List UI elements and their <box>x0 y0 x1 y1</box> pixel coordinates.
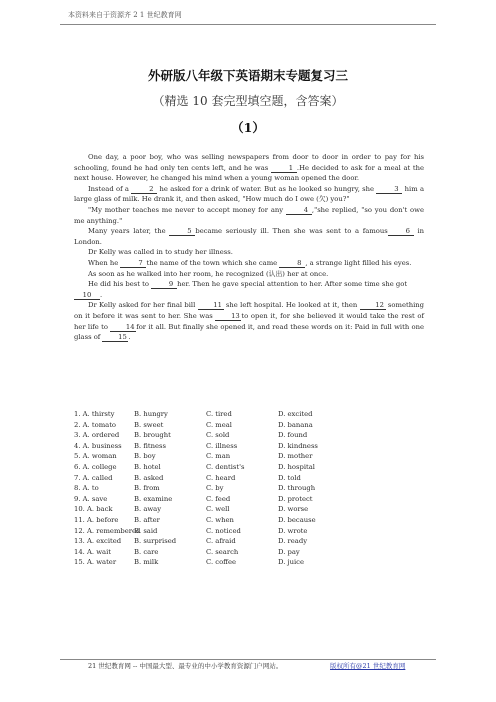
option-row <box>74 420 434 431</box>
paragraph <box>74 226 424 247</box>
option-c: C. noticed <box>206 526 241 535</box>
option-c: C. sold <box>206 431 230 440</box>
option-d: D. banana <box>278 420 313 429</box>
option-a: 3. A. ordered <box>74 431 120 440</box>
option-c: C. coffee <box>206 558 237 567</box>
page-footer: 21 世纪教育网 -- 中国最大型、最专业的中小学教育资源门户网站。 <box>88 662 283 670</box>
option-c: C. tired <box>206 410 232 418</box>
option-a: 11. A. before <box>74 515 119 524</box>
blank-10: 10 <box>74 291 100 300</box>
page-subtitle: （精选 10 套完型填空题，含答案） <box>152 94 344 108</box>
option-a: 9. A. save <box>74 494 108 503</box>
text: she left hospital. He looked at it, then <box>223 301 360 310</box>
option-b: B. hotel <box>134 462 161 471</box>
option-row <box>74 441 434 452</box>
paragraph: Dr Kelly was called in to study her illness. <box>88 248 233 257</box>
option-a: 13. A. excited <box>74 537 122 546</box>
option-b: B. examine <box>134 494 173 503</box>
option-b: B. said <box>134 526 158 535</box>
blank-14: 14 <box>110 323 136 332</box>
text: him a large glass of milk. He drank it, and then asked, "How much do I owe (欠) you?" <box>74 184 424 204</box>
option-a: 14. A. wait <box>74 547 111 556</box>
paragraph <box>74 152 424 184</box>
option-b: B. care <box>134 547 159 556</box>
option-d: D. through <box>278 484 316 493</box>
option-row <box>74 536 434 547</box>
option-c: C. search <box>206 547 239 556</box>
paragraph <box>74 290 424 301</box>
option-c: C. meal <box>206 420 232 429</box>
answer-options <box>74 409 434 568</box>
option-a: 15. A. water <box>74 558 117 567</box>
text: Many years later, the <box>88 227 170 236</box>
option-d: D. mother <box>278 452 313 461</box>
option-c: C. well <box>206 505 230 514</box>
option-a: 10. A. back <box>74 505 113 514</box>
option-row <box>74 462 434 473</box>
option-b: B. hungry <box>134 410 168 418</box>
option-a: 4. A. business <box>74 441 122 450</box>
section-number: （1） <box>231 120 265 135</box>
page-header: 本资料来自于资源齐 2 1 世纪教育网 <box>68 11 182 19</box>
option-b: B. away <box>134 505 162 514</box>
option-row <box>74 515 434 526</box>
option-c: C. feed <box>206 494 231 503</box>
footer-divider <box>60 659 436 660</box>
blank-12: 12 <box>360 301 386 310</box>
option-d: D. protect <box>278 494 313 503</box>
option-d: D. hospital <box>278 462 315 471</box>
option-row <box>74 473 434 484</box>
option-b: B. from <box>134 484 160 493</box>
paragraph <box>74 184 424 205</box>
cloze-passage <box>74 152 424 343</box>
blank-15: 15 <box>102 333 128 342</box>
text: , a strange light filled his eyes. <box>305 258 412 267</box>
option-c: C. when <box>206 515 234 524</box>
option-c: C. man <box>206 452 231 461</box>
option-row <box>74 409 434 420</box>
option-b: B. boy <box>134 452 156 461</box>
option-c: C. by <box>206 484 224 493</box>
header-divider <box>60 24 436 25</box>
blank-7: 7 <box>120 259 146 268</box>
option-d: D. excited <box>278 410 313 418</box>
option-b: B. sweet <box>134 420 164 429</box>
blank-3: 3 <box>376 185 402 194</box>
option-d: D. pay <box>278 547 300 556</box>
paragraph <box>74 258 424 269</box>
paragraph <box>74 279 424 290</box>
text: . <box>128 333 131 342</box>
blank-11: 11 <box>198 301 224 310</box>
option-d: D. worse <box>278 505 309 514</box>
text: her. Then he gave special attention to her. After some time she got <box>177 280 408 289</box>
option-b: B. brought <box>134 431 171 440</box>
option-row <box>74 526 434 537</box>
option-a: 7. A. called <box>74 473 113 482</box>
option-a: 1. A. thirsty <box>74 410 115 418</box>
option-c: C. heard <box>206 473 236 482</box>
text: for it all. But finally she opened it, and read these words on it: Paid in full with one glass of <box>74 322 424 342</box>
text: something on it before it was sent to her. She was <box>74 301 424 320</box>
text: to open it, for she believed it would take the rest of her life to <box>74 311 424 331</box>
option-b: B. surprised <box>134 537 177 546</box>
blank-9: 9 <box>151 280 177 289</box>
option-d: D. because <box>278 515 316 524</box>
copyright-link[interactable]: 版权所有@21 世纪教育网 <box>330 662 406 670</box>
option-b: B. fitness <box>134 441 166 450</box>
text: .He decided to ask for a meal at the next house. However, he changed his mind when a young woman opened the door. <box>74 163 424 183</box>
option-d: D. wrote <box>278 526 308 535</box>
text: One day, a poor boy, who was selling newspapers from door to door in order to pay for his schooling, found he had only ten cents left, and he was <box>74 153 424 172</box>
blank-6: 6 <box>388 227 414 236</box>
text: Instead of a <box>88 184 132 193</box>
paragraph <box>74 205 424 226</box>
blank-1: 1 <box>271 164 297 173</box>
blank-4: 4 <box>286 206 312 215</box>
option-row <box>74 483 434 494</box>
option-b: B. after <box>134 515 160 524</box>
option-b: B. asked <box>134 473 164 482</box>
text: he asked for a drink of water. But as he looked so hungry, she <box>157 184 377 193</box>
page-title: 外研版八年级下英语期末专题复习三 <box>147 68 348 83</box>
option-d: D. juice <box>278 558 305 567</box>
blank-13: 13 <box>215 312 241 321</box>
text: ,"she replied, "so you don't owe me anything." <box>74 205 424 225</box>
text: When he <box>88 258 121 267</box>
text: became seriously ill. Then she was sent to a famous <box>195 227 388 236</box>
option-row <box>74 557 434 568</box>
option-row <box>74 451 434 462</box>
option-d: D. told <box>278 473 301 482</box>
blank-8: 8 <box>279 259 305 268</box>
paragraph <box>74 300 424 342</box>
option-d: D. found <box>278 431 308 440</box>
option-c: C. afraid <box>206 537 236 546</box>
option-b: B. milk <box>134 558 159 567</box>
option-a: 6. A. college <box>74 462 117 471</box>
text: He did his best to <box>88 280 152 289</box>
option-a: 5. A. woman <box>74 452 117 461</box>
text: "My mother teaches me never to accept money for any <box>88 205 286 214</box>
text: Dr Kelly asked for her final bill <box>88 301 198 310</box>
text: in London. <box>74 227 424 246</box>
option-row <box>74 547 434 558</box>
option-c: C. illness <box>206 441 238 450</box>
option-row <box>74 430 434 441</box>
text: . <box>100 290 103 299</box>
paragraph: As soon as he walked into her room, he recognized (认出) her at once. <box>88 269 329 278</box>
option-row <box>74 504 434 515</box>
blank-2: 2 <box>131 185 157 194</box>
option-d: D. kindness <box>278 441 318 450</box>
blank-5: 5 <box>169 227 195 236</box>
option-a: 2. A. tomato <box>74 420 117 429</box>
text: the name of the town which she came <box>146 258 280 267</box>
option-d: D. ready <box>278 537 308 546</box>
option-c: C. dentist's <box>206 462 245 471</box>
option-a: 12. A. remembered <box>74 526 141 535</box>
option-row <box>74 494 434 505</box>
option-a: 8. A. to <box>74 484 99 493</box>
